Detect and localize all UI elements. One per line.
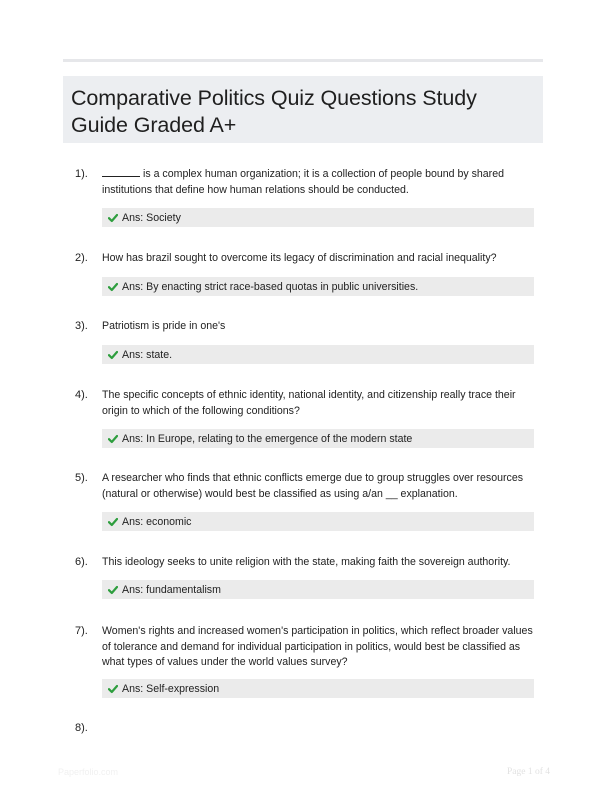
check-icon <box>108 350 118 360</box>
question-text: The specific concepts of ethnic identity, national identity, and citizenship really trace their origin to which of the following conditions? <box>102 389 516 417</box>
page-number: Page 1 of 4 <box>507 767 551 777</box>
answer-text: Ans: fundamentalism <box>122 583 221 596</box>
answer-text: Ans: Self-expression <box>122 682 220 695</box>
title-line-1: Comparative Politics Quiz Questions Study <box>71 86 477 110</box>
answer-box <box>102 429 534 448</box>
footer-watermark: Paperfolio.com <box>58 767 119 777</box>
check-icon <box>108 213 118 223</box>
question-text: How has brazil sought to overcome its legacy of discrimination and racial inequality? <box>102 252 497 264</box>
answer-box <box>102 512 534 531</box>
question-number: 8). <box>75 722 88 734</box>
answer-text: Ans: By enacting strict race-based quotas in public universities. <box>122 280 419 293</box>
page-title <box>71 85 535 139</box>
question-text: Women's rights and increased women's participation in politics, which reflect broader values of tolerance and demand for individual participation in politics, would best be classified as what types of values under the world values survey? <box>102 625 533 668</box>
question-number: 5). <box>75 472 88 484</box>
answer-box <box>102 277 534 296</box>
answer-text: Ans: In Europe, relating to the emergence of the modern state <box>122 432 413 445</box>
title-line-2: Guide Graded A+ <box>71 113 237 137</box>
title-banner <box>63 76 543 143</box>
check-icon <box>108 282 118 292</box>
question-number: 1). <box>75 168 88 180</box>
answer-box <box>102 345 534 364</box>
fill-in-blank <box>102 167 140 177</box>
question-number: 4). <box>75 389 88 401</box>
answer-box <box>102 580 534 599</box>
check-icon <box>108 517 118 527</box>
top-divider <box>63 59 543 62</box>
question-text: A researcher who finds that ethnic conflicts emerge due to group struggles over resources (natural or otherwise) would best be classified as using a/an __ explanation. <box>102 472 524 500</box>
question-number: 3). <box>75 320 88 332</box>
question-text: is a complex human organization; it is a collection of people bound by shared institutions that define how human relations should be conducted. <box>102 168 504 196</box>
question-number: 2). <box>75 252 88 264</box>
question-number: 7). <box>75 625 88 637</box>
question-number: 6). <box>75 556 88 568</box>
answer-text: Ans: state. <box>122 348 173 361</box>
answer-text: Ans: economic <box>122 515 192 528</box>
question-text: This ideology seeks to unite religion with the state, making faith the sovereign authority. <box>102 556 511 568</box>
check-icon <box>108 585 118 595</box>
answer-box <box>102 679 534 698</box>
check-icon <box>108 684 118 694</box>
answer-box <box>102 208 534 227</box>
answer-text: Ans: Society <box>122 211 181 224</box>
question-text: Patriotism is pride in one's <box>102 320 226 332</box>
check-icon <box>108 434 118 444</box>
